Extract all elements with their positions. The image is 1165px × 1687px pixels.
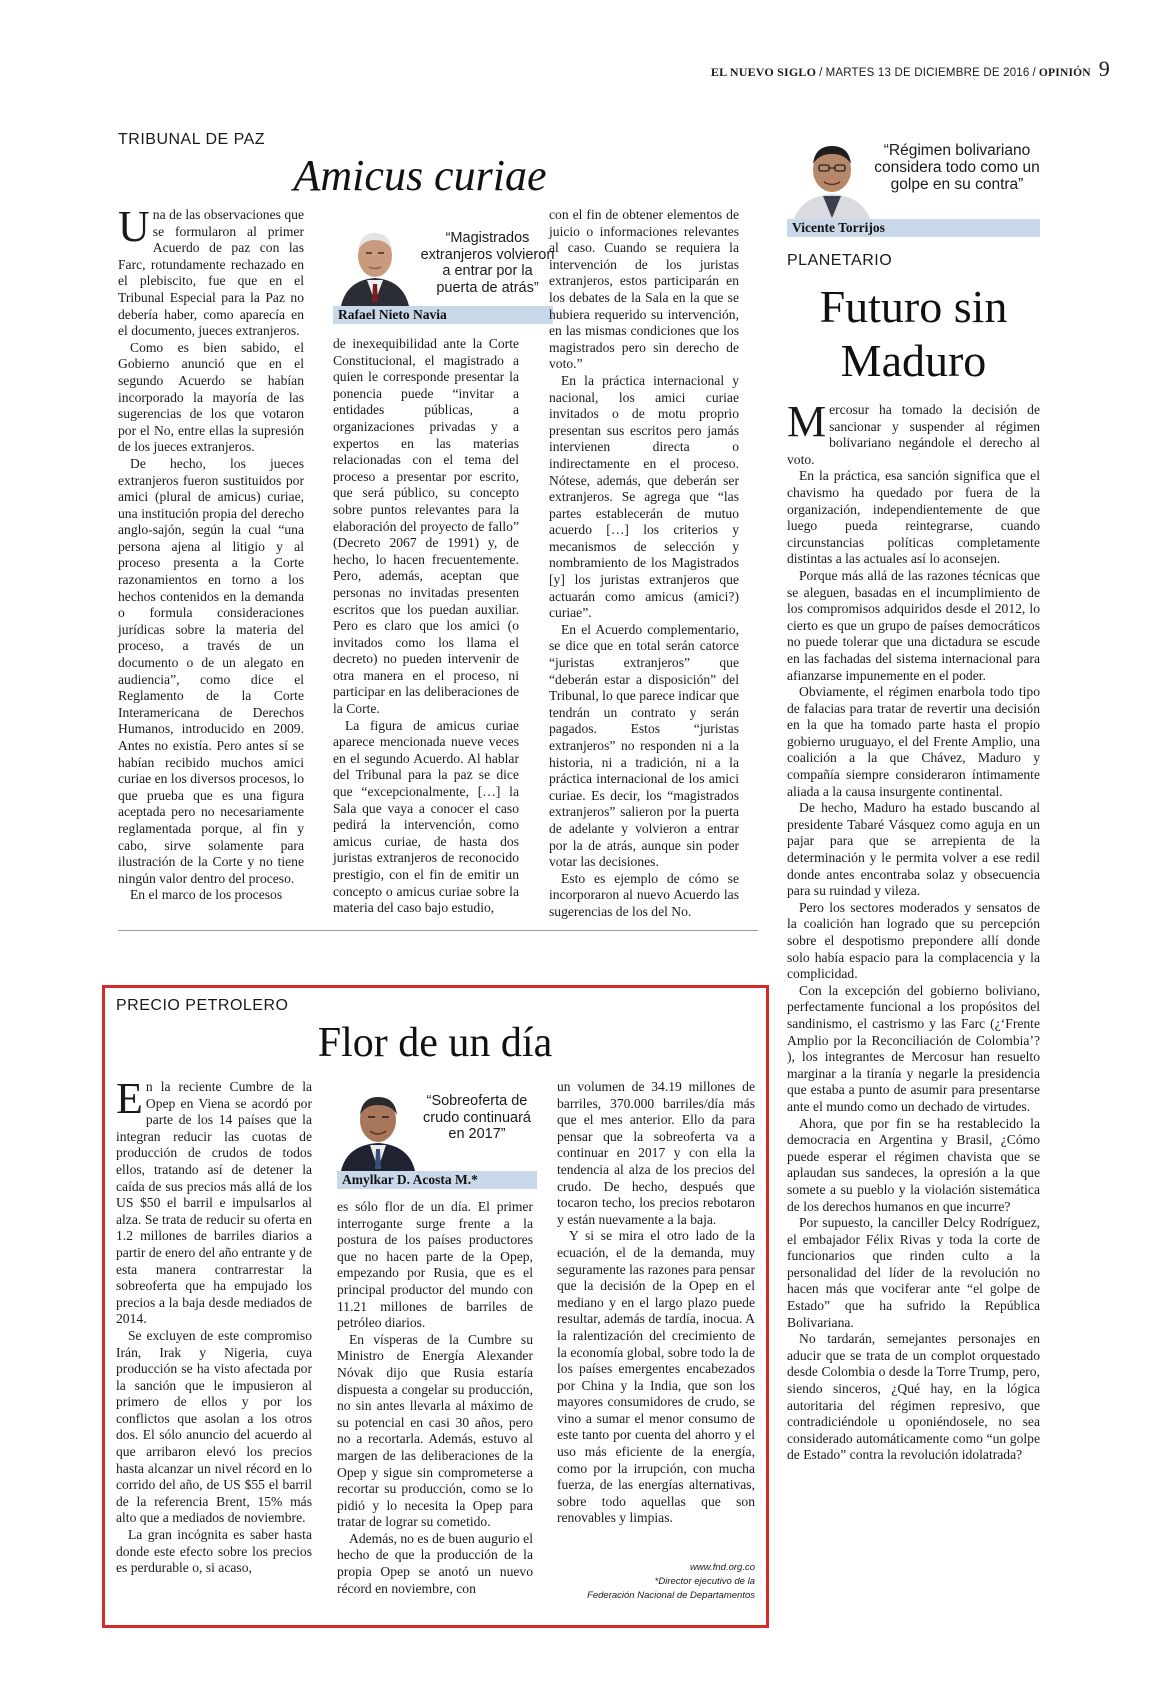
footnote-line-2: Federación Nacional de Departamentos xyxy=(587,1590,755,1601)
article1-column-3: con el fin de obtener elementos de juicio o informaciones relevantes al caso. Cuando se requiera la intervención de los juristas extranjeros, estos participarán en los debates de la Sala en la que se hubiera requerido su intervención, en las mismas condiciones que los magistrados pero sin derecho de voto.” En la práctica internacional y nacional, los amici curiae invitados o de motu proprio presentan sus escritos pero jamás intervienen directa o indirectamente en el proceso. Nótese, además, que deberán ser extranjeros. Se agrega que “las partes establecerán de mutuo acuerdo […] los criterios y mecanismos de selección y nombramiento de los Magistrados [y] los juristas extranjeros que actuarán como amicus (amici?) curiae”. En el Acuerdo complementario, se dice que en total serán catorce “juristas extranjeros” que “deberán estar a disposición” del Tribunal, lo que parece indicar que tendrán un contrato y serán pagados. Estos “juristas extranjeros” no responden ni a la historia, ni a tradición, ni a la práctica internacional de los amici curiae. Es decir, los “magistrados extranjeros” salieron por la puerta de adelante y volvieron a entrar por la de atrás, aunque sin poder votar las decisiones. Esto es ejemplo de cómo se incorporaron al nuevo Acuerdo las sugerencias de los del No. xyxy=(549,207,739,919)
footnote-website: www.fnd.org.co xyxy=(690,1562,755,1573)
article2-pull-quote: “Sobreoferta de crudo continuará en 2017” xyxy=(422,1093,531,1142)
article2-column-2: es sólo flor de un día. El primer interrogante surge frente a la postura de los países productores que no hacen parte de la Opep, empezando por Rusia, que es el principal productor del mundo con 11.21 millones de barriles de petróleo diarios. En vísperas de la Cumbre su Ministro de Energía Alexander Nóvak dijo que Rusia estaría dispuesta a congelar su producción, no sin antes llevarla al máximo de su potencial en casi 30 años, pero no a recortarla. Además, estuvo al margen de las deliberaciones de la Opep y sigue sin comprometerse a recortar su producción, como se lo pidió y lo necesita la Opep para tratar de lograr su cometido. Además, no es de buen augurio el hecho de que la producción de la propia Opep se anotó un nuevo récord en noviembre, con xyxy=(337,1199,533,1596)
dropcap: E xyxy=(116,1074,143,1123)
article1-kicker: TRIBUNAL DE PAZ xyxy=(118,131,266,148)
section-divider xyxy=(118,930,758,931)
article2-title: Flor de un día xyxy=(317,1020,553,1066)
article3-title: Futuro sin Maduro xyxy=(819,281,1008,386)
article1-title: Amicus curiae xyxy=(293,151,547,200)
article3-pull-quote: “Régimen bolivariano considera todo como un golpe en su contra” xyxy=(874,142,1040,193)
page-number: 9 xyxy=(1098,56,1110,81)
author-photo-acosta xyxy=(337,1085,419,1171)
article2-column-3: un volumen de 34.19 millones de barriles, 370.000 barriles/día más que el mes anterior. Ello da para pensar que la sobreoferta va a continuar en 2017 y con ella la tendencia al alza de los precios del crudo. De hecho, después que tocaron techo, los precios rebotaron y están nuevamente a la baja. Y si se mira el otro lado de la ecuación, el de la demanda, muy seguramente las razones para pensar que la decisión de la Opep en el mediano y en el largo plazo puede resultar, además de tardía, inocua. A la ralentización del crecimiento de la economía global, sobre todo la de los países emergentes encabezados por China y la India, que son los mayores consumidores de crudo, se vino a sumar el menor consumo de este tanto por cuenta del ahorro y el uso más eficiente de la energía, como por la irrupción, con mucha fuerza, de las energías alternativas, sobre todo aquellas que son renovables y limpias. xyxy=(557,1079,755,1526)
section-name: OPINIÓN xyxy=(1038,67,1091,79)
author-photo-torrijos xyxy=(787,136,877,222)
article3-author-name: Vicente Torrijos xyxy=(787,219,1040,237)
article1-column-1: Una de las observaciones que se formularon al primer Acuerdo de paz con las Farc, rotundamente rechazado en el plebiscito, fue que en el Tribunal Especial para la Paz no debería haber, como aparecía en el documento, jueces extranjeros. Como es bien sabido, el Gobierno anunció que en el segundo Acuerdo se habían incorporado la mayoría de las sugerencias de los que votaron por el No, entre ellas la supresión de los jueces extranjeros. De hecho, los jueces extranjeros fueron sustituidos por amici (plural de amicus) curiae, una institución propia del derecho anglo-sajón, según la cual “una persona ajena al litigio y al proceso presenta a la Corte razonamientos en torno a los hechos contenidos en la demanda o formula consideraciones jurídicas sobre la materia del proceso, a través de un documento o de un alegato en audiencia”, como dice el Reglamento de la Corte Interamericana de Derechos Humanos, introducido en 2009. Antes no existía. Pero antes sí se habían recibido muchos amici curiae en los diversos procesos, lo que prueba que es una figura aceptada pero no necesariamente reglamentada porque, al fin y cabo, sirve solamente para ilustración de la Corte y no tiene ningún valor dentro del proceso. En el marco de los procesos xyxy=(118,202,304,903)
article2-footnote xyxy=(560,1561,755,1603)
article2-column-1: En la reciente Cumbre de la Opep en Viena se acordó por parte de los 14 países que la integran reducir las cuotas de producción de crudos de todos ellos, tratando así de detener la caída de sus precios más allá de los US $50 el barril e impulsarlos al alza. Se trata de reducir su oferta en 1.2 millones de barriles diarios a partir de enero del año entrante y de esta manera contrarrestar la sobreoferta que ha empujado los precios a la baja desde mediados de 2014. Se excluyen de este compromiso Irán, Irak y Nigeria, cuya producción se ha visto afectada por la sanción que le impusieron al primero de ellos y por los conflictos que asolan a los otros dos. El sólo anuncio del acuerdo al que arribaron elevó los precios hasta alcanzar un nivel récord en lo corrido del año, de US $55 el barril de la referencia Brent, 15% más alto que a mediados de noviembre. La gran incógnita es saber hasta donde este efecto sobre los precios es perdurable o, si acaso, xyxy=(116,1074,312,1576)
article3-kicker: PLANETARIO xyxy=(787,252,893,269)
article1-author-name: Rafael Nieto Navia xyxy=(333,306,553,324)
newspaper-name: EL NUEVO SIGLO xyxy=(710,65,817,79)
footnote-line-1: *Director ejecutivo de la xyxy=(654,1576,755,1587)
article1-pull-quote: “Magistrados extranjeros volvieron a entrar por la puerta de atrás” xyxy=(420,230,555,296)
dropcap: M xyxy=(787,397,827,446)
page-header: EL NUEVO SIGLO / MARTES 13 DE DICIEMBRE DE 2016 / OPINIÓN 9 xyxy=(710,56,1110,81)
article1-column-2: de inexequibilidad ante la Corte Constitucional, el magistrado a quien le corresponde presentar la ponencia puede “invitar a entidades públicas, a organizaciones privadas y a expertos en las materias relacionadas con el tema del proceso a presentar por escrito, que será público, su concepto sobre puntos relevantes para la elaboración del proyecto de fallo” (Decreto 2067 de 1991) y, de hecho, lo hacen frecuentemente. Pero, además, aceptan que personas no invitadas presenten escritos que los puedan auxiliar. Pero es claro que los amici (o invitados como los llama el decreto) no pueden intervenir de otra manera en el proceso, ni participar en las deliberaciones de la Corte. La figura de amicus curiae aparece mencionada nueve veces en el segundo Acuerdo. Al hablar del Tribunal para la paz se dice que “excepcionalmente, […] la Sala que vaya a conocer el caso pedirá la intervención, como amicus curiae, de hasta dos juristas extranjeros de reconocido prestigio, con el fin de emitir un concepto o amicus curiae sobre la materia del caso bajo estudio, xyxy=(333,336,519,916)
dropcap: U xyxy=(118,202,150,251)
author-photo-nieto xyxy=(333,222,417,306)
article3-body: Mercosur ha tomado la decisión de sancionar y suspender al régimen bolivariano negándole el derecho al voto. En la práctica, esa sanción significa que el chavismo ha quedado por fuera de la organización, independientemente de que luego pueda reintegrarse, cuando circunstancias políticas completamente distintas a las actuales así lo aconsejen. Porque más allá de las razones técnicas que se aleguen, basadas en el incumplimiento de los compromisos adquiridos desde el 2012, lo cierto es que un grupo de países democráticos no puede tolerar que una dictadura se escude en las fachadas del sistema internacional para afianzarse impunemente en el poder. Obviamente, el régimen enarbola todo tipo de falacias para tratar de revertir una decisión en la que ha tomado parte hasta el propio gobierno uruguayo, el del Frente Amplio, una coalición a la que Chávez, Maduro y compañía siempre consideraron íntimamente aliada a la causa insurgente continental. De hecho, Maduro ha estado buscando al presidente Tabaré Vásquez como aguja en un pajar para que se arrepienta de la determinación y le permita volver a ese redil donde antes encontraba solaz y obsecuencia para su ruindad y vileza. Pero los sectores moderados y sensatos de la coalición han logrado que su percepción sobre el despotismo prepondere allí donde solo había espacio para la complacencia y la complicidad. Con la excepción del gobierno boliviano, perfectamente funcional a los propósitos del sandinismo, el castrismo y las Farc (¿‘Frente Amplio por la Reconciliación de Colombia’? ), los integrantes de Mercosur han resuelto marginar a la tiranía y negarle la presidencia que estaba a punto de asumir para presentarse ante el mundo como un dechado de virtudes. Ahora, que por fin se ha restablecido la democracia en Argentina y Brasil, ¿Cómo puede esperar el régimen chavista que se aplaudan sus sandeces, la opresión a la que somete a su pueblo y la violación sistemática de los derechos humanos en que incurre? Por supuesto, la canciller Delcy Rodríguez, el embajador Félix Rivas y toda la corte de funcionarios que rinden culto a la personalidad del líder de la revolución no hacen más que vociferar ante “el golpe de Estado” que ha sufrido la República Bolivariana. No tardarán, semejantes personajes en aducir que se trata de un complot orquestado desde Colombia o desde la Torre Trump, pero, siendo sinceros, ¿Qué hay, en la lógica autoritaria del régimen represivo, que contradiciéndole u oponiéndosele, no sea considerado automáticamente como “un golpe de Estado” contra la revolución idolatrada? xyxy=(787,397,1040,1463)
issue-date: MARTES 13 DE DICIEMBRE DE 2016 xyxy=(825,67,1030,79)
article2-author-name: Amylkar D. Acosta M.* xyxy=(337,1171,537,1189)
article2-kicker: PRECIO PETROLERO xyxy=(116,997,289,1014)
